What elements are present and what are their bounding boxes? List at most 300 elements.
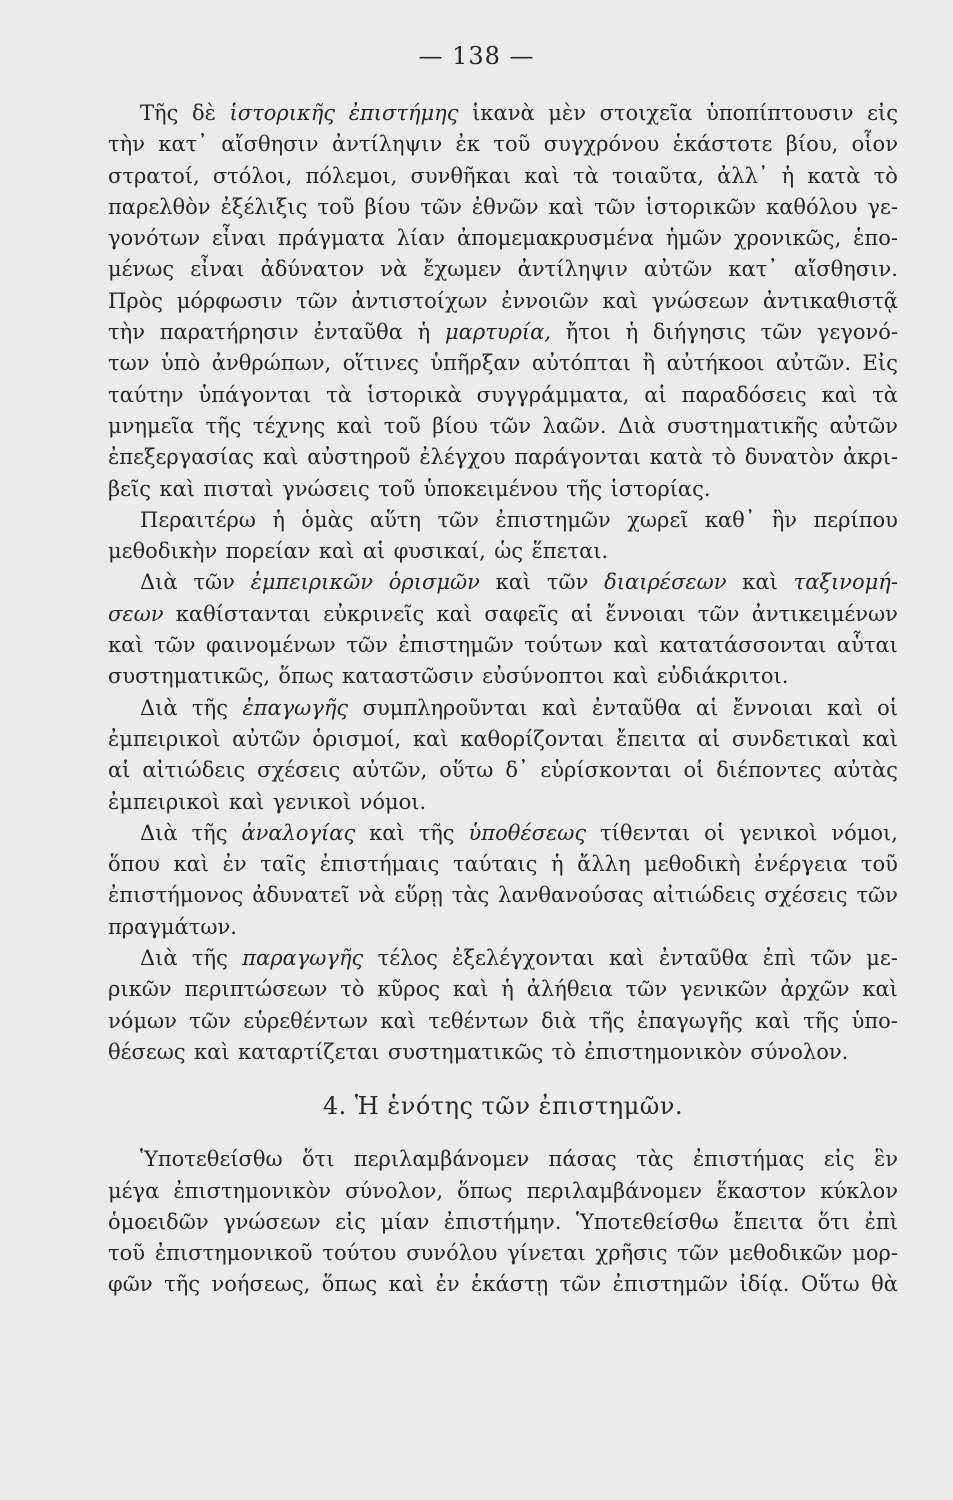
text-line [108, 98, 898, 129]
word: τῆς [164, 1272, 201, 1297]
word: ἐμπειρικοὶ [108, 726, 221, 751]
word: γεγονό- [816, 320, 898, 345]
word: βίου, [785, 132, 839, 157]
word: λανθανούσας [498, 883, 644, 908]
word: Οὕτω [800, 1272, 860, 1297]
word: ἓν [873, 1147, 898, 1172]
word: ταύταις [452, 852, 538, 877]
word: γενικοὶ [738, 820, 818, 845]
text-line [108, 505, 898, 536]
section-paragraphs [108, 1144, 898, 1300]
word: εἶναι [190, 257, 245, 282]
word: αὐτῶν. [775, 351, 852, 376]
word: καθορίζονται [460, 726, 605, 751]
word: ἀδύνατον [260, 257, 365, 282]
word: μνημεῖα [108, 413, 194, 438]
word: ἐπαγωγῆς [636, 1008, 743, 1033]
text-line [108, 474, 898, 505]
word: των [108, 351, 150, 376]
word: ὅτι [301, 1147, 335, 1172]
word: καὶ [862, 977, 898, 1002]
word: ἐπιστημῶν [495, 507, 611, 532]
word: στόλοι, [212, 163, 293, 188]
word: σαφεῖς [484, 601, 559, 626]
word: καταστῶσιν [342, 664, 474, 689]
italic-word: ἐπιστήμης [348, 101, 459, 125]
word: καὶ [412, 726, 449, 751]
word: χρονικῶς, [733, 226, 842, 251]
word: ὑπὸ [161, 351, 201, 376]
word: ἡ [501, 977, 514, 1002]
word: αὕτη [369, 507, 422, 532]
word: ἐπιστήμας [693, 1147, 805, 1172]
text-line [108, 1207, 898, 1238]
word: παρελθὸν [108, 194, 211, 219]
word: συγγράμματα, [476, 382, 630, 407]
text-line [108, 223, 898, 254]
text-line [108, 536, 898, 567]
word: αὐτῶν [643, 257, 713, 282]
paragraph [108, 505, 898, 568]
word: γίνεται [507, 1241, 586, 1266]
text-line [108, 849, 898, 880]
word: σύνολον. [750, 1039, 849, 1064]
word: συνθῆκαι [410, 163, 512, 188]
paragraph [108, 1144, 898, 1300]
word: Διὰ [140, 695, 178, 720]
word: τῶν [760, 320, 803, 345]
word: ἡ [272, 507, 285, 532]
word: ἔννοιαι [732, 695, 813, 720]
word: ἀντικαθιστᾷ [762, 288, 898, 313]
word: καὶ [380, 1008, 416, 1033]
word: τῶν [296, 288, 338, 313]
word: με- [866, 946, 898, 971]
word: καὶ [827, 695, 863, 720]
word: τῶν [810, 946, 852, 971]
word: ἐπιστήμονος [108, 883, 244, 908]
italic-word: ἱστορικῆς [229, 101, 336, 125]
word: ἐπιστημονικὸν [173, 1178, 332, 1203]
word: τῶν [193, 570, 235, 595]
word: ἔχωμεν [423, 257, 502, 282]
word: εὑρεθέντων [243, 1008, 368, 1033]
word: νόμοι. [359, 789, 427, 814]
text-line [108, 1238, 898, 1269]
word: τῆς [192, 695, 228, 720]
text-line [108, 1269, 898, 1300]
word: τῶν [559, 1272, 602, 1297]
word: καὶ [524, 163, 560, 188]
italic-word: ὑποθέσεως [468, 820, 587, 845]
word: οἱ [683, 758, 705, 783]
text-line [108, 411, 898, 442]
text-line [108, 912, 898, 943]
word: ἀνθρώπων, [211, 351, 332, 376]
word: γνώσεις [282, 476, 370, 501]
text-line [108, 724, 898, 755]
word: καὶ [436, 601, 473, 626]
word: αὗται [836, 633, 898, 658]
word: τῶν [856, 883, 898, 908]
italic-word: ἐμπειρικῶν [250, 570, 374, 595]
word: ἐξελέγχονται [452, 946, 595, 971]
word: βίου [432, 413, 479, 438]
text-line [108, 192, 898, 223]
word: αὐτόπται [531, 351, 631, 376]
paragraph [108, 818, 898, 943]
word: τοιαῦτα, [612, 163, 704, 188]
text-line [108, 380, 898, 411]
text-line [108, 1144, 898, 1175]
word: ἔπειτα [733, 1209, 804, 1234]
word: ὁμοειδῶν [108, 1209, 209, 1234]
word: κατατάσσονται [659, 633, 827, 658]
word: καὶ [609, 946, 645, 971]
word: ὅπου [108, 852, 160, 877]
word: Διὰ [618, 413, 656, 438]
word: γνώσεων [223, 1209, 321, 1234]
word: κατὰ [807, 163, 861, 188]
word: ἐπιστημονικοῦ [154, 1241, 313, 1266]
text-line [108, 693, 898, 724]
paragraph [108, 567, 898, 692]
word: τῶν [437, 507, 479, 532]
word: φυσικαί, [393, 539, 486, 564]
word: τὰς [636, 1147, 674, 1172]
word: ἐνταῦθα [313, 320, 403, 345]
text-line [108, 787, 898, 818]
word: αἱ [644, 382, 667, 407]
italic-word: ἐπαγωγῆς [242, 695, 349, 720]
word: νὰ [358, 883, 386, 908]
word: ὅπως [321, 1272, 378, 1297]
word: αἱ [570, 601, 594, 626]
word: ταῖς [260, 852, 307, 877]
word: αἱ [697, 726, 721, 751]
word: καὶ [602, 288, 638, 313]
word: ἡ [625, 320, 639, 345]
word: αὐτὰς [833, 758, 898, 783]
word: ἀλήθεια [526, 977, 613, 1002]
word: συστηματικῶς, [108, 664, 271, 689]
word: ἐπὶ [864, 1209, 898, 1234]
word: καταρτίζεται [237, 1039, 380, 1064]
word: εὕρῃ [394, 883, 443, 908]
word: τὰ [326, 382, 352, 407]
word: ἱκανὰ [472, 101, 535, 125]
word: τῶν [625, 977, 668, 1002]
word: ἐμπειρικοὶ [108, 789, 221, 814]
word: καὶ [495, 570, 532, 595]
word: τίθενται [600, 820, 691, 845]
word: αἱ [695, 695, 719, 720]
word: ἣν [771, 507, 798, 532]
word: ἐπὶ [762, 946, 797, 971]
word: συστηματικῶς [387, 1039, 544, 1064]
word: μένως [108, 257, 175, 282]
word: ἀδυνατεῖ [252, 883, 350, 908]
word: μορ- [852, 1241, 898, 1266]
word: ἡ [781, 163, 795, 188]
word: ἡ [550, 852, 564, 877]
word: ἐνέργεια [754, 852, 848, 877]
word: καὶ [369, 820, 405, 845]
word: γνώσεων [651, 288, 750, 313]
section-heading: 4. Ἡ ἑνότης τῶν ἐπιστημῶν. [322, 1092, 684, 1121]
word: κῦρος [377, 977, 441, 1002]
word: ὅτι [817, 1209, 851, 1234]
word: καὶ [821, 382, 858, 407]
word: ἑκάστοτε [672, 132, 773, 157]
word: καθίστανται [175, 601, 311, 626]
word: ἐπιστήμαις [319, 852, 440, 877]
word: ἡ [417, 320, 431, 345]
word: οὕτω [439, 758, 494, 783]
text-line [108, 129, 898, 160]
word: ὡς [494, 539, 524, 564]
word: καὶ [452, 977, 489, 1002]
word: Διὰ [140, 820, 178, 845]
word: τὴν [108, 320, 145, 345]
word: οἱ [877, 695, 898, 720]
word: ἀπομεμακρυσμένα [456, 226, 654, 251]
word: τῆς [191, 946, 228, 971]
word: εὐσύνοπτοι [482, 664, 605, 689]
word: κατ᾽ [728, 257, 778, 282]
word: καὶ [108, 633, 144, 658]
word: ὑπῆρξαν [430, 351, 521, 376]
word: καὶ [742, 570, 778, 595]
word: οἱ [704, 820, 726, 845]
word: δυνατὸν [744, 445, 835, 470]
word: δὲ [191, 101, 216, 125]
word: καὶ [173, 852, 210, 877]
word: ἐνταῦθα [659, 946, 749, 971]
text-line [108, 755, 898, 786]
word: καὶ [755, 1008, 791, 1033]
word: ταύτην [108, 382, 184, 407]
page-number: — 138 — [418, 42, 535, 70]
text-line [108, 1037, 898, 1068]
word: ἔννοιαι [605, 601, 686, 626]
text-line [108, 630, 898, 661]
paragraph [108, 98, 898, 505]
word: καὶ [862, 726, 898, 751]
word: ἑπο- [853, 226, 898, 251]
word: ἀλλ᾽ [717, 163, 769, 188]
word: περιλαμβάνομεν [526, 1178, 703, 1203]
word: καὶ [194, 1039, 230, 1064]
word: Διὰ [140, 570, 178, 595]
word: ἐπεξεργασίας [108, 445, 254, 470]
word: Περαιτέρω [140, 507, 256, 532]
word: συμπληροῦνται [362, 695, 528, 720]
word: συνόλου [406, 1241, 498, 1266]
word: καὶ [336, 413, 373, 438]
word: διέποντες [716, 758, 822, 783]
word: αἴσθησιν. [793, 257, 898, 282]
word: τῶν [346, 633, 388, 658]
word: ἡμῶν [665, 226, 722, 251]
word: πάσας [548, 1147, 617, 1172]
word: αὐστηροῦ [307, 445, 411, 470]
word: γενικῶν [680, 977, 768, 1002]
word: ἀρχῶν [780, 977, 850, 1002]
word: τῶν [594, 194, 636, 219]
word: κατὰ [649, 445, 703, 470]
word: νὰ [380, 257, 408, 282]
word: αἰτιώδεις [652, 883, 756, 908]
word: ἄλλη [577, 852, 631, 877]
word: τοῦ [383, 413, 421, 438]
word: νόμοι, [831, 820, 898, 845]
word: νοήσεως, [211, 1272, 311, 1297]
word: αἱ [108, 758, 131, 783]
word: νόμων [108, 1008, 177, 1033]
word: φαινομένων [206, 633, 336, 658]
word: ἀντιστοίχων [351, 288, 488, 313]
word: ὅπως [278, 664, 334, 689]
word: ἐπιστημῶν [612, 1272, 729, 1297]
word: αὐτῶν [232, 726, 301, 751]
word: αἰτιώδεις [142, 758, 246, 783]
word: χωρεῖ [627, 507, 689, 532]
word: ρικῶν [108, 977, 172, 1002]
word: βεῖς [108, 476, 152, 501]
word: ἀκρι- [842, 445, 898, 470]
text-line [108, 254, 898, 285]
word: περιλαμβάνομεν [353, 1147, 530, 1172]
word: Εἰς [862, 351, 898, 376]
text-line [108, 1176, 898, 1207]
word: τῆς [191, 820, 228, 845]
word: τῶν [697, 601, 740, 626]
text-line [108, 818, 898, 849]
text-line [108, 567, 898, 598]
word: εὐκρινεῖς [323, 601, 425, 626]
word: καὶ [613, 633, 649, 658]
word: τῶν [420, 194, 462, 219]
word: τῆς [588, 1008, 625, 1033]
text-line [108, 286, 898, 317]
word: μεθοδικῶν [728, 1241, 843, 1266]
page-text [108, 98, 898, 1301]
word: καὶ [612, 664, 649, 689]
word: ἔπειτα [615, 726, 686, 751]
word: βίου [364, 194, 411, 219]
word: τὰ [872, 382, 898, 407]
word: παραδόσεις [681, 382, 807, 407]
word: ἐπιστήμην. [443, 1209, 562, 1234]
word: οἷον [851, 132, 898, 157]
word: τοῦ [108, 1241, 146, 1266]
word: τὸ [340, 977, 365, 1002]
word: ἐθνῶν [471, 194, 539, 219]
word: ἀντίληψιν [517, 257, 628, 282]
word: τῆς [418, 820, 455, 845]
word: ὑποπίπτουσιν [706, 101, 854, 125]
word: περιπτώσεων [184, 977, 328, 1002]
word: καθόλου [766, 194, 858, 219]
word: Ὑποτεθείσθω [140, 1147, 283, 1172]
text-line [108, 317, 898, 348]
word: ὁρισμοί, [312, 726, 402, 751]
word: τῶν [189, 1008, 231, 1033]
word: τῆς [566, 476, 603, 501]
word: διήγησις [652, 320, 746, 345]
word: τέχνης [252, 413, 326, 438]
word: περίπου [813, 507, 898, 532]
word: Τῆς [140, 101, 179, 125]
word: καθ᾽ [704, 507, 756, 532]
word: πραγμάτων. [108, 914, 237, 939]
word: τέλος [377, 946, 438, 971]
word: θέσεως [108, 1039, 186, 1064]
word: ὁμὰς [301, 507, 354, 532]
text-line [108, 599, 898, 630]
word: ἐκ [455, 132, 480, 157]
word: τῶν [154, 633, 196, 658]
text-line [108, 1006, 898, 1037]
word: συστηματικῆς [667, 413, 818, 438]
word: εἶναι [212, 226, 267, 251]
word: ἐλέγχου [419, 445, 506, 470]
italic-word: σεων [108, 601, 164, 626]
word: καὶ [388, 1272, 425, 1297]
word: τὸ [873, 163, 898, 188]
word: ἐνταῦθα [591, 695, 682, 720]
italic-word: μαρτυρία, [444, 320, 551, 345]
paragraphs [108, 98, 898, 1068]
word: φῶν [108, 1272, 153, 1297]
text-line [108, 348, 898, 379]
italic-word: παραγωγῆς [242, 946, 364, 971]
word: τῶν [677, 1241, 719, 1266]
word: ὅπως [457, 1178, 513, 1203]
word: ὑποκειμένου [423, 476, 558, 501]
word: λαῶν. [542, 413, 607, 438]
word: γε- [867, 194, 898, 219]
italic-word: ὁρισμῶν [388, 570, 480, 595]
word: ἀντίληψιν [331, 132, 443, 157]
word: ὑπάγονται [198, 382, 312, 407]
word: ἤτοι [565, 320, 611, 345]
word: τεθέντων [428, 1008, 529, 1033]
word: ἰδίᾳ. [739, 1272, 790, 1297]
paragraph [108, 943, 898, 1068]
word: μεθοδικὴ [644, 852, 741, 877]
word: παράγονται [514, 445, 641, 470]
word: καὶ [228, 789, 265, 814]
word: ἐν [222, 852, 247, 877]
word: τοῦ [493, 132, 531, 157]
word: σχέσεις [257, 758, 341, 783]
word: καὶ [542, 695, 578, 720]
word: ἱστορίας. [610, 476, 711, 501]
word: τούτων [524, 633, 603, 658]
word: εἰς [867, 101, 898, 125]
word: τῆς [205, 413, 242, 438]
word: τῶν [546, 570, 589, 595]
word: καὶ [318, 539, 355, 564]
word: τούτου [322, 1241, 397, 1266]
word: τῶν [489, 413, 532, 438]
word: μεθοδικὴν [108, 539, 218, 564]
word: κύκλον [820, 1178, 898, 1203]
word: ἐννοιῶν [501, 288, 589, 313]
word: θὰ [871, 1272, 898, 1297]
